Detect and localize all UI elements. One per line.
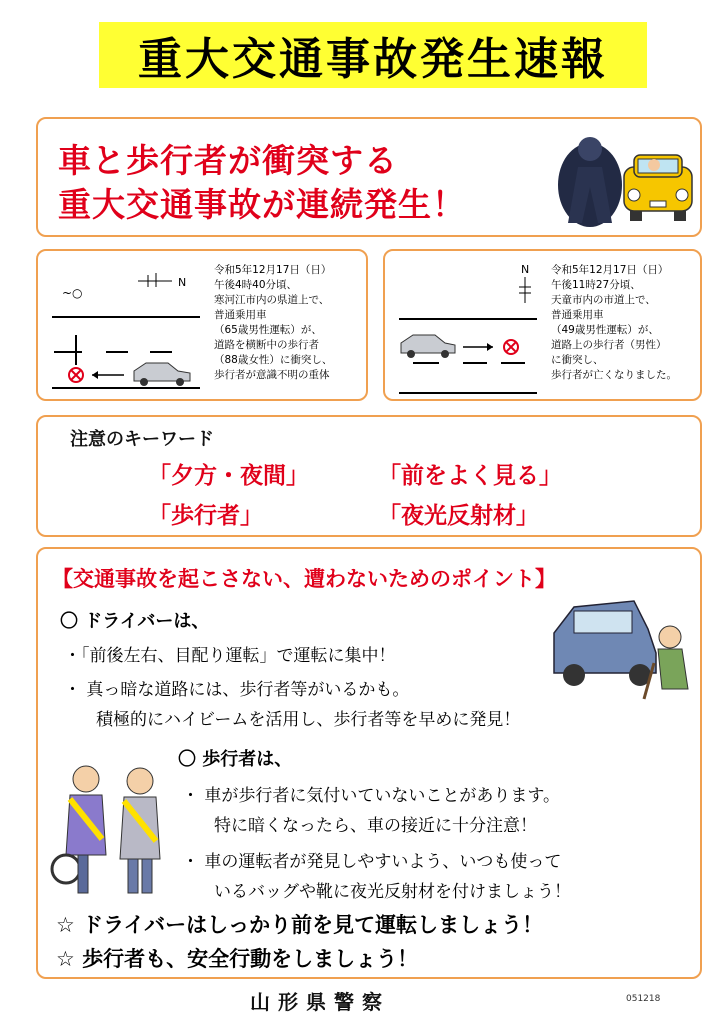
driver-heading: 〇 ドライバーは、	[60, 611, 210, 632]
slogan-driver: ☆ ドライバーはしっかり前を見て運転しましょう！	[56, 913, 544, 937]
north-label: N	[521, 263, 530, 276]
case-1-line: 普通乗用車	[214, 309, 267, 321]
footer-organization: 山形県警察	[250, 990, 390, 1014]
case-1-line: （65歳男性運転）が、	[214, 324, 322, 336]
keyword-pedestrian: 「歩行者」	[148, 503, 263, 529]
case-1-line: 道路を横断中の歩行者	[214, 339, 319, 351]
case-2-description	[551, 263, 677, 383]
case-2-line: に衝突し、	[551, 354, 604, 366]
keywords-title: 注意のキーワード	[70, 429, 214, 450]
driver-point-2b: 積極的にハイビームを活用し、歩行者等を早めに発見！	[96, 710, 521, 730]
pedestrian-point-2b: いるバッグや靴に夜光反射材を付けましょう！	[214, 882, 571, 902]
case-2-line: 歩行者が亡くなりました。	[551, 369, 677, 381]
keyword-look-ahead: 「前をよく見る」	[378, 463, 562, 489]
case-1-description	[214, 263, 332, 383]
case-1-line: （88歳女性）に衝突し、	[214, 354, 333, 366]
pedestrian-point-2a: ・ 車の運転者が発見しやすいよう、いつも使って	[182, 852, 562, 872]
car-and-elderly-illustration	[544, 593, 694, 703]
keyword-evening: 「夕方・夜間」	[148, 463, 309, 489]
case-2-line: （49歳男性運転）が、	[551, 324, 659, 336]
alert-line-2: 重大交通事故が連続発生！	[58, 185, 466, 224]
case-2-line: 普通乗用車	[551, 309, 604, 321]
alert-box	[36, 117, 702, 237]
case-2-diagram	[389, 257, 549, 397]
slogan-pedestrian: ☆ 歩行者も、安全行動をしましょう！	[56, 947, 419, 971]
points-title: 【交通事故を起こさない、遭わないためのポイント】	[52, 567, 556, 591]
pedestrian-point-1b: 特に暗くなったら、車の接近に十分注意！	[214, 816, 537, 836]
case-1-box	[36, 249, 368, 401]
driver-point-1: ・「前後左右、目配り運転」で運転に集中！	[64, 646, 396, 666]
pedestrian-point-1a: ・ 車が歩行者に気付いていないことがあります。	[182, 786, 561, 806]
case-1-diagram	[42, 257, 212, 397]
driver-point-2a: ・ 真っ暗な道路には、歩行者等がいるかも。	[64, 680, 410, 700]
case-1-line: 午後4時40分頃、	[214, 279, 298, 291]
north-label: N	[178, 276, 187, 289]
case-1-line: 歩行者が意識不明の重体	[214, 369, 330, 381]
dark-pedestrian-car-illustration	[538, 127, 698, 231]
case-2-line: 道路上の歩行者（男性）	[551, 339, 667, 351]
keywords-box	[36, 415, 702, 537]
page-title: 重大交通事故発生速報	[99, 22, 647, 88]
case-1-line: 寒河江市内の県道上で、	[214, 294, 330, 306]
case-2-line: 天童市内の市道上で、	[551, 294, 656, 306]
keyword-reflector: 「夜光反射材」	[378, 503, 539, 529]
case-2-line: 令和5年12月17日（日）	[551, 264, 669, 276]
case-1-line: 令和5年12月17日（日）	[214, 264, 332, 276]
case-2-box	[383, 249, 702, 401]
points-box	[36, 547, 702, 979]
case-2-line: 午後11時27分頃、	[551, 279, 641, 291]
document-code: 051218	[626, 994, 661, 1004]
alert-line-1: 車と歩行者が衝突する	[58, 141, 398, 180]
svg-text:~○: ~○	[62, 286, 83, 300]
elderly-pedestrians-illustration	[46, 759, 176, 899]
pedestrian-heading: 〇 歩行者は、	[178, 749, 293, 770]
